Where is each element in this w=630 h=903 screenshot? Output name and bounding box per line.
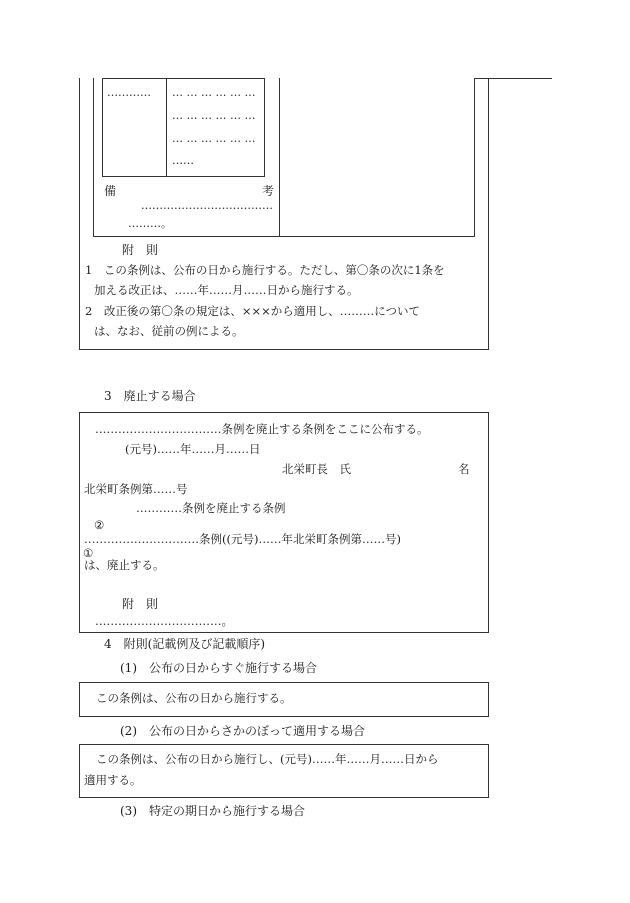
note-marker: ② xyxy=(94,518,105,532)
supplementary-text: は、なお、従前の例による。 xyxy=(94,324,244,338)
subsection-heading: (3) 特定の期日から施行する場合 xyxy=(120,804,305,818)
section-heading: 4 附則(記載例及び記載順序) xyxy=(104,637,265,651)
example-text: この条例は、公布の日から施行し、(元号)……年……月……日から xyxy=(96,752,439,766)
abolish-text: …………………………条例((元号)……年北栄町条例第……号) xyxy=(84,532,401,546)
supplementary-text: 加える改正は、……年……月……日から施行する。 xyxy=(94,283,359,297)
table-right-line: … … … … … … xyxy=(172,109,256,122)
frame-line-left xyxy=(79,78,80,350)
ordinance-number: 北栄町条例第……号 xyxy=(84,482,188,496)
abolish-date: (元号)……年……月……日 xyxy=(125,442,261,456)
remarks-label: 考 xyxy=(262,184,275,198)
table-right-line: …… xyxy=(172,154,194,167)
example-text: この条例は、公布の日から施行する。 xyxy=(96,691,292,705)
abolish-text: ……………………………条例を廃止する条例をここに公布する。 xyxy=(95,422,429,436)
note-marker: ① xyxy=(83,546,94,560)
remarks-text: ……………………………… xyxy=(141,199,273,212)
table-left-cell: ………… xyxy=(107,86,151,99)
supplementary-heading: 附 則 xyxy=(122,243,159,257)
frame-line-right xyxy=(488,78,489,350)
inner-line-bottom xyxy=(93,236,474,237)
mayor-name: 名 xyxy=(458,462,470,476)
outer-top-right-line xyxy=(474,78,552,79)
subsection-heading: (1) 公布の日からすぐ施行する場合 xyxy=(120,661,317,675)
ordinance-title: …………条例を廃止する条例 xyxy=(136,501,286,515)
supplementary-heading: 附 則 xyxy=(122,597,159,611)
inner-table-divider xyxy=(166,78,167,177)
remarks-text: ………。 xyxy=(128,217,172,230)
subsection-heading: (2) 公布の日からさかのぼって適用する場合 xyxy=(120,724,365,738)
remarks-divider xyxy=(279,78,280,237)
table-right-line: … … … … … … xyxy=(172,132,256,145)
section-heading: 3 廃止する場合 xyxy=(104,389,196,403)
inner-line-right xyxy=(474,78,475,237)
table-right-line: … … … … … … xyxy=(172,86,256,99)
mayor-label: 北栄町長 氏 xyxy=(282,462,351,476)
supplementary-text: ……………………………。 xyxy=(95,614,233,628)
remarks-label: 備 xyxy=(104,184,117,198)
supplementary-text: 1 この条例は、公布の日から施行する。ただし、第〇条の次に1条を xyxy=(85,263,445,277)
frame-line-bottom xyxy=(79,349,489,350)
inner-line-left xyxy=(93,78,94,236)
example-text: 適用する。 xyxy=(84,773,142,787)
supplementary-text: 2 改正後の第〇条の規定は、×××から適用し、………について xyxy=(85,304,420,318)
abolish-text: は、廃止する。 xyxy=(84,558,165,572)
